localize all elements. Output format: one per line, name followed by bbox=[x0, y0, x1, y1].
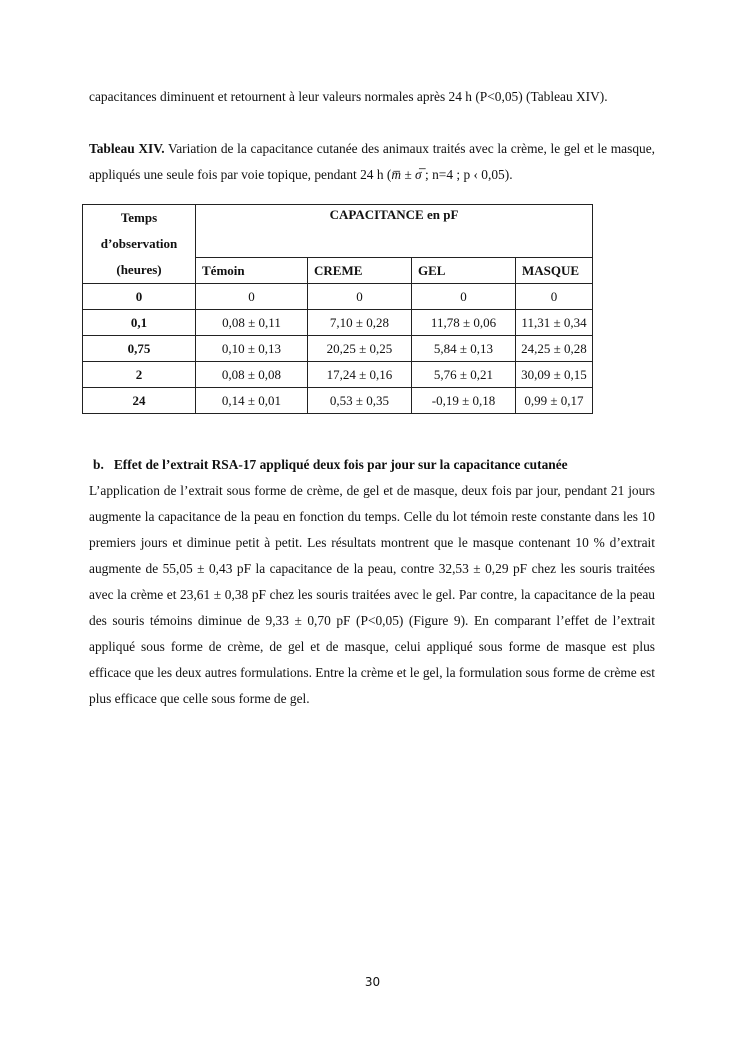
cell-gel: 5,84 ± 0,13 bbox=[412, 336, 516, 362]
row-time: 0,1 bbox=[83, 310, 196, 336]
table-row bbox=[83, 310, 593, 336]
cell-temoin: 0 bbox=[196, 284, 308, 310]
row-time: 0 bbox=[83, 284, 196, 310]
column-header-gel: GEL bbox=[412, 258, 516, 284]
cell-creme: 0 bbox=[308, 284, 412, 310]
capacitance-table bbox=[82, 204, 593, 414]
cell-masque: 0 bbox=[516, 284, 593, 310]
cell-masque: 24,25 ± 0,28 bbox=[516, 336, 593, 362]
cell-gel: 0 bbox=[412, 284, 516, 310]
time-header-line-2: d’observation bbox=[100, 236, 178, 251]
intro-paragraph: capacitances diminuent et retournent à leur valeurs normales après 24 h (P<0,05) (Tableau XIV). bbox=[89, 89, 608, 104]
cell-temoin: 0,14 ± 0,01 bbox=[196, 388, 308, 414]
cell-gel: 5,76 ± 0,21 bbox=[412, 362, 516, 388]
cell-creme: 17,24 ± 0,16 bbox=[308, 362, 412, 388]
time-header-line-3: (heures) bbox=[116, 262, 162, 277]
body-paragraph: L’application de l’extrait sous forme de crème, de gel et de masque, deux fois par jour, pendant 21 jours augmente la capacitance de la peau en fonction du temps. Celle du lot témoin reste constante dans les 10 premiers jours et diminue petit à petit. Les résultats montrent que le masque contenant 10 % d’extrait augmente de 55,05 ± 0,43 pF la capacitance de la peau, contre 32,53 ± 0,29 pF chez les souris traitées avec la crème et 23,61 ± 0,38 pF chez les souris traitées avec le gel. Par contre, la capacitance de la peau des souris témoins diminue de 9,33 ± 0,70 pF (P<0,05) (Figure 9). En comparant l’effet de l’extrait appliqué sous forme de crème, de gel et de masque, celui appliqué sous forme de masque est plus efficace que les deux autres formulations. Entre la crème et le gel, la formulation sous forme de crème est plus efficace que celle sous forme de gel. bbox=[89, 483, 655, 706]
table-row bbox=[83, 388, 593, 414]
cell-gel: 11,78 ± 0,06 bbox=[412, 310, 516, 336]
cell-masque: 11,31 ± 0,34 bbox=[516, 310, 593, 336]
table-row bbox=[83, 336, 593, 362]
table-caption-formula: m̅ ± σ̅ bbox=[391, 167, 422, 182]
table-caption-suffix: ; n=4 ; p ‹ 0,05). bbox=[421, 167, 513, 182]
table-row bbox=[83, 362, 593, 388]
cell-temoin: 0,10 ± 0,13 bbox=[196, 336, 308, 362]
row-time: 2 bbox=[83, 362, 196, 388]
row-time: 0,75 bbox=[83, 336, 196, 362]
capacitance-group-header: CAPACITANCE en pF bbox=[196, 205, 593, 258]
cell-temoin: 0,08 ± 0,08 bbox=[196, 362, 308, 388]
table-header-row bbox=[83, 205, 593, 258]
row-time: 24 bbox=[83, 388, 196, 414]
section-heading: b. Effet de l’extrait RSA-17 appliqué deux fois par jour sur la capacitance cutanée bbox=[93, 457, 568, 472]
table-row bbox=[83, 284, 593, 310]
time-column-header bbox=[83, 205, 196, 284]
time-header-line-1: Temps bbox=[120, 210, 158, 225]
cell-creme: 20,25 ± 0,25 bbox=[308, 336, 412, 362]
table-caption-label: Tableau XIV. bbox=[89, 141, 165, 156]
table-caption bbox=[89, 136, 655, 188]
cell-creme: 7,10 ± 0,28 bbox=[308, 310, 412, 336]
cell-creme: 0,53 ± 0,35 bbox=[308, 388, 412, 414]
table-caption-text: Variation de la capacitance cutanée des animaux traités avec la crème, le gel et le masque, appliqués une seule fois par voie topique, pendant 24 h ( bbox=[89, 141, 656, 182]
page-number: 30 bbox=[364, 975, 381, 989]
cell-gel: -0,19 ± 0,18 bbox=[412, 388, 516, 414]
cell-masque: 30,09 ± 0,15 bbox=[516, 362, 593, 388]
column-header-creme: CREME bbox=[308, 258, 412, 284]
column-header-masque: MASQUE bbox=[516, 258, 593, 284]
cell-masque: 0,99 ± 0,17 bbox=[516, 388, 593, 414]
cell-temoin: 0,08 ± 0,11 bbox=[196, 310, 308, 336]
column-header-temoin: Témoin bbox=[196, 258, 308, 284]
